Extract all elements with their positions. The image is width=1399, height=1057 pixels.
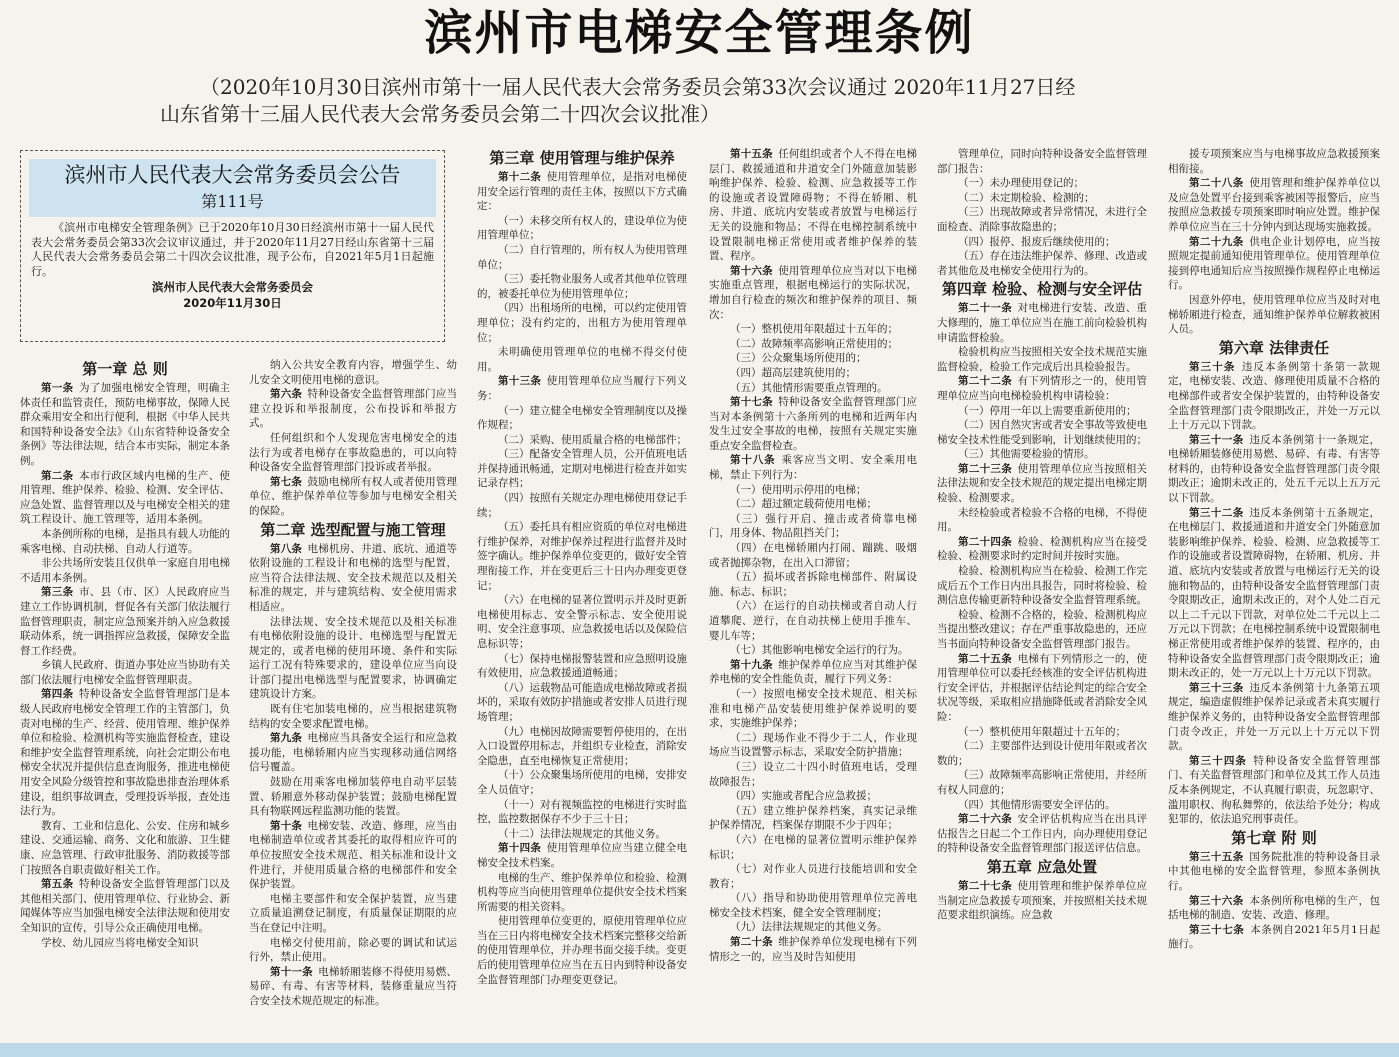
article-paragraph xyxy=(20,658,230,687)
article-text: 鼓励电梯所有权人或者使用管理单位、维护保养单位等参加与电梯安全相关的保险。 xyxy=(249,475,457,517)
article-paragraph xyxy=(709,920,917,935)
footer-band xyxy=(0,1043,1399,1057)
article-text: （八）运载物品可能造成电梯故障或者损坏的，采取有效防护措施或者安排人员进行现场管理； xyxy=(477,681,687,723)
announcement-box xyxy=(20,150,445,342)
article-number: 第三十条 xyxy=(1189,360,1236,373)
article-paragraph xyxy=(709,804,917,833)
article-paragraph xyxy=(477,214,687,243)
article-text: （一）建立健全电梯安全管理制度以及操作规程； xyxy=(477,404,687,432)
article-text: 有下列情形之一的，使用管理单位应当向电梯检验机构申请检验： xyxy=(937,375,1147,402)
chapter-heading: 第六章 法律责任 xyxy=(1218,338,1330,357)
article-paragraph xyxy=(477,491,687,520)
article-paragraph xyxy=(709,862,917,891)
article-paragraph xyxy=(709,264,917,322)
article-paragraph xyxy=(709,935,917,964)
article-paragraph xyxy=(249,775,457,819)
article-paragraph xyxy=(937,652,1147,725)
article-text: 使用管理单位应当按照相关法律法规和安全技术规范的规定提出电梯定期检验、检测要求。 xyxy=(937,462,1147,505)
article-number: 第五条 xyxy=(41,878,74,891)
article-text: 特种设备安全监督管理部门、有关监督管理部门和单位及其工作人员违反本条例规定，不认真履行职责，玩忽职守、滥用职权、徇私舞弊的，依法给予处分；构成犯罪的，依法追究刑事责任。 xyxy=(1168,754,1380,826)
article-text: （五）委托具有相应资质的单位对电梯进行维护保养，对维护保养过程进行监督并及时签字确认。维护保养单位变更的，做好安全管理衔接工作，并在变更后三十日内办理变更登记； xyxy=(477,521,687,592)
article-paragraph xyxy=(937,725,1147,740)
article-number: 第三十一条 xyxy=(1189,433,1244,446)
chapter-heading: 第七章 附 则 xyxy=(1231,828,1317,847)
article-text: （五）其他情形需要重点管理的。 xyxy=(730,381,888,394)
article-text: 特种设备安全监督管理部门是本级人民政府电梯安全管理工作的主管部门，负责对电梯的生产、经营、使用管理、维护保养单位和检验、检测机构等实施监督检查，建设和维护安全监督管理系统，向社会定期公布电梯安全状况并提供信息查询服务，推进电梯使用安全风险分级管控和事故隐患排查治理体系建设，组织事故调查，受理投诉举报，查处违法行为。 xyxy=(20,688,230,818)
article-paragraph xyxy=(709,731,917,760)
article-text: 乘客应当文明、安全乘用电梯，禁止下列行为： xyxy=(709,454,917,482)
article-paragraph xyxy=(1168,681,1380,754)
chapter-heading: 第五章 应急处置 xyxy=(986,857,1098,876)
article-paragraph xyxy=(477,725,687,769)
article-paragraph xyxy=(249,615,457,703)
article-paragraph xyxy=(20,936,230,951)
article-text: 电梯安装、改造、修理，应当由电梯制造单位或者其委托的取得相应许可的单位按照安全技术规范、相关标准和设计文件进行，并使用质量合格的电梯部件和安全保护装置。 xyxy=(249,819,457,891)
article-number: 第八条 xyxy=(270,542,303,555)
article-text: （一）整机使用年限超过十五年的； xyxy=(958,725,1126,738)
article-number: 第七条 xyxy=(270,475,303,488)
article-paragraph xyxy=(1168,293,1380,337)
article-text: （三）设立二十四小时值班电话，受理故障报告； xyxy=(709,760,917,788)
article-paragraph xyxy=(1168,433,1380,506)
article-text: （五）存在违法维护保养、修理、改造或者其他危及电梯安全使用行为的。 xyxy=(937,250,1147,277)
article-text: （四）在电梯轿厢内打闹、蹦跳、吸烟或者抛掷杂物，在出入口滞留； xyxy=(709,542,917,569)
article-paragraph xyxy=(709,322,917,337)
article-paragraph xyxy=(249,431,457,475)
article-paragraph xyxy=(937,147,1147,176)
article-text: （一）未移交所有权人的，建设单位为使用管理单位； xyxy=(477,214,687,242)
article-paragraph xyxy=(477,374,687,403)
announcement-header xyxy=(29,159,436,217)
article-text: （一）使用明示停用的电梯； xyxy=(730,483,867,496)
article-number: 第二十七条 xyxy=(958,879,1013,892)
article-paragraph xyxy=(20,585,230,658)
article-paragraph xyxy=(249,965,457,1009)
article-text: 鼓励在用乘客电梯加装停电自动平层装置、轿厢意外移动保护装置；鼓励电梯配置具有物联网远程监测功能的装置。 xyxy=(249,776,457,818)
article-paragraph xyxy=(249,475,457,519)
article-paragraph xyxy=(709,337,917,352)
article-paragraph xyxy=(937,812,1147,856)
article-number: 第二十九条 xyxy=(1189,235,1244,248)
article-paragraph xyxy=(937,191,1147,206)
article-number: 第二条 xyxy=(41,469,74,482)
article-text: 违反本条例第十一条规定，电梯轿厢装修使用易燃、易碎、有毒、有害等材料的，由特种设备安全监督管理部门责令限期改正；逾期未改正的，处五千元以上五万元以下罚款。 xyxy=(1168,433,1380,505)
article-text: 违反本条例第十五条规定，在电梯层门、救援通道和井道安全门外随意加装影响维护保养、检验、检测、应急救援等工作的设施或者设置障碍物，在轿厢、机房、井道、底坑内安装或者放置与电梯运行无关的设施和物品的，由特种设备安全监督管理部门责令限期改正，逾期未改正的，对个人处二百元以上二千元以下罚款，对单位处二千元以上二万元以下罚款；在电梯控制系统中设置限制电梯正常使用或者维护保养的装置、程序的，由特种设备安全监督管理部门责令限期改正；逾期未改正的，处一万元以上十万元以下罚款。 xyxy=(1168,506,1380,680)
article-text: 为了加强电梯安全管理，明确主体责任和监管责任，预防电梯事故，保障人民群众乘用安全和出行便利，根据《中华人民共和国特种设备安全法》《山东省特种设备安全条例》等法律法规，结合本市实际，制定本条例。 xyxy=(20,382,230,467)
article-paragraph xyxy=(249,702,457,731)
article-number: 第十二条 xyxy=(498,171,542,183)
article-text: 使用管理单位变更的，原使用管理单位应当在三日内将电梯安全技术档案完整移交给新的使用管理单位，并办理书面交接手续。变更后的使用管理单位应当在五日内到特种设备安全监督管理部门办理变更登记。 xyxy=(477,915,687,986)
article-paragraph xyxy=(937,404,1147,419)
article-text: （十一）对有视频监控的电梯进行实时监控，监控数据保存不少于三十日； xyxy=(477,798,687,826)
article-text: （五）建立维护保养档案，真实记录维护保养情况，档案保存期限不少于四年； xyxy=(709,804,917,832)
article-text: （二）主要部件达到设计使用年限或者次数的； xyxy=(937,740,1147,767)
article-paragraph xyxy=(937,506,1147,535)
article-text: 使用管理单位应当履行下列义务： xyxy=(477,375,687,402)
article-paragraph xyxy=(20,877,230,935)
article-column-2 xyxy=(249,358,457,1040)
article-number: 第三十五条 xyxy=(1189,850,1244,863)
article-text: （一）未办理使用登记的； xyxy=(958,177,1084,190)
article-text: （四）报停、报废后继续使用的； xyxy=(958,235,1116,248)
article-text: 本条例自2021年5月1日起施行。 xyxy=(1168,923,1380,951)
article-paragraph xyxy=(1168,147,1380,176)
article-text: 市、县（市、区）人民政府应当建立工作协调机制，督促各有关部门依法履行监督管理职责，制定应急预案并纳入应急救援联动体系，统一调指挥应急救援，保障安全监督工作经费。 xyxy=(20,586,230,657)
article-paragraph xyxy=(477,768,687,797)
article-paragraph xyxy=(477,243,687,272)
article-paragraph xyxy=(477,447,687,491)
article-paragraph xyxy=(709,351,917,366)
article-text: （三）故障频率高影响正常使用，并经所有权人同意的； xyxy=(937,769,1147,796)
article-text: （九）电梯因故障需要暂停使用的，在出入口设置停用标志，并组织专业检查，消除安全隐患，直至电梯恢复正常使用； xyxy=(477,725,687,767)
subtitle xyxy=(160,74,1260,128)
article-number: 第十九条 xyxy=(730,658,773,671)
article-text: 维护保养单位发现电梯有下列情形之一的，应当及时告知使用 xyxy=(709,936,917,963)
article-paragraph xyxy=(709,366,917,381)
article-paragraph xyxy=(477,301,687,345)
article-paragraph xyxy=(249,819,457,892)
article-text: （二）故障频率高影响正常使用的； xyxy=(730,337,898,350)
article-paragraph xyxy=(937,447,1147,462)
article-paragraph xyxy=(709,658,917,687)
article-text: 特种设备安全监督管理部门应当对本条例第十六条所列的电梯和近两年内发生过安全事故的电梯，按照有关规定实施重点安全监督检查。 xyxy=(709,396,917,452)
article-number: 第九条 xyxy=(270,732,303,745)
article-paragraph xyxy=(1168,360,1380,433)
article-paragraph xyxy=(937,739,1147,768)
article-paragraph xyxy=(1168,506,1380,681)
announcement-body: 《滨州市电梯安全管理条例》已于2020年10月30日经滨州市第十一届人民代表大会常务委员会第33次会议审议通过，并于2020年11月27日经山东省第十三届人民代表大会常务委员会第二十四次会议批准，现予公布，自2021年5月1日起施行。 xyxy=(31,221,434,278)
article-text: （六）在电梯的显著位置明示维护保养标识； xyxy=(709,833,917,861)
article-text: （三）配备安全管理人员，公开值班电话并保持通讯畅通，定期对电梯进行检查并如实记录存档； xyxy=(477,448,687,490)
article-paragraph xyxy=(477,914,687,987)
article-text: 法律法规、安全技术规范以及相关标准有电梯依附设施的设计、电梯选型与配置无规定的，或者电梯的使用环境、条件和实际运行工况有特殊要求的，建设单位应当向设计部门提出电梯选型与配置要求，协调确定建筑设计方案。 xyxy=(249,615,457,701)
article-number: 第十七条 xyxy=(730,396,773,409)
article-text: 电梯主要部件和安全保护装置，应当建立质量追溯登记制度，有质量保证期限的应当在登记中注明。 xyxy=(249,892,457,934)
article-paragraph xyxy=(1168,235,1380,293)
article-paragraph xyxy=(709,381,917,396)
article-paragraph xyxy=(477,681,687,725)
article-text: 使用管理和维护保养单位应当制定应急救援专项预案，并按照相关技术规范要求组织演练。应急救 xyxy=(937,879,1147,922)
article-column-4 xyxy=(709,147,917,1040)
article-number: 第二十条 xyxy=(730,936,773,949)
article-text: （四）超高层建筑使用的； xyxy=(730,366,856,379)
article-paragraph xyxy=(709,833,917,862)
article-text: 检验、检测不合格的，检验、检测机构应当提出整改建议；存在严重事故隐患的，还应当书面向特种设备安全监督管理部门报告。 xyxy=(937,608,1147,650)
article-text: 教育、工业和信息化、公安、住房和城乡建设、交通运输、商务、文化和旅游、卫生健康、应急管理、行政审批服务、消防救援等部门按照各自职责做好相关工作。 xyxy=(20,819,230,876)
article-text: （七）其他影响电梯安全运行的行为。 xyxy=(730,644,909,657)
article-text: （三）其他需要检验的情形。 xyxy=(958,448,1095,461)
article-text: （一）停用一年以上需要重新使用的； xyxy=(958,404,1137,417)
article-text: （二）超过额定载荷使用电梯； xyxy=(730,498,877,511)
article-paragraph xyxy=(937,176,1147,191)
article-paragraph xyxy=(709,643,917,658)
article-text: 维护保养单位应当对其维护保养电梯的安全性能负责，履行下列义务： xyxy=(709,658,917,686)
article-text: 检验机构应当按照相关安全技术规范实施监督检验，检验工作完成后出具检验报告。 xyxy=(937,346,1147,373)
article-paragraph xyxy=(20,687,230,818)
article-paragraph xyxy=(937,879,1147,923)
article-column-6 xyxy=(1168,147,1380,1040)
article-paragraph xyxy=(709,483,917,498)
article-paragraph xyxy=(477,404,687,433)
article-text: （一）按照电梯安全技术规范、相关标准和电梯产品安装使用维护保养说明的要求，实施维护保养； xyxy=(709,687,917,730)
article-number: 第十四条 xyxy=(498,842,542,855)
article-paragraph xyxy=(249,936,457,965)
article-text: 违反本条例第十九条第五项规定，编造虚假维护保养记录或者未真实履行维护保养义务的，由特种设备安全监督管理部门责令改正，并处一万元以上十万元以下罚款。 xyxy=(1168,681,1380,753)
article-text: （十）公众聚集场所使用的电梯，安排安全人员值守； xyxy=(477,769,687,796)
article-paragraph xyxy=(937,249,1147,278)
announcement-signer: 滨州市人民代表大会常务委员会 xyxy=(152,280,313,294)
article-text: （二）自行管理的，所有权人为使用管理单位； xyxy=(477,243,687,271)
article-text: 电梯的生产、维护保养单位和检验、检测机构等应当向使用管理单位提供安全技术档案所需要的相关资料。 xyxy=(477,871,687,913)
article-number: 第二十一条 xyxy=(958,302,1013,315)
page-title: 滨州市电梯安全管理条例 xyxy=(424,5,975,61)
article-paragraph xyxy=(709,570,917,599)
article-number: 第二十四条 xyxy=(958,535,1013,548)
article-paragraph xyxy=(937,345,1147,374)
article-number: 第四条 xyxy=(41,688,74,701)
article-text: 使用管理单位，是指对电梯使用安全运行管理的责任主体，按照以下方式确定： xyxy=(477,171,687,213)
article-number: 第三十三条 xyxy=(1189,681,1244,694)
article-text: 援专项预案应当与电梯事故应急救援预案相衔接。 xyxy=(1168,148,1380,175)
article-text: （四）出租场所的电梯，可以约定使用管理单位；没有约定的，出租方为使用管理单位； xyxy=(477,302,687,344)
article-text: （三）强行开启、撞击或者倚靠电梯门，用身体、物品阻挡关门； xyxy=(709,512,917,540)
article-paragraph xyxy=(1168,923,1380,952)
announcement-number: 第111号 xyxy=(201,192,264,211)
article-paragraph xyxy=(1168,894,1380,923)
article-paragraph xyxy=(937,301,1147,345)
article-text: 电梯应当具备安全运行和应急救援功能，电梯轿厢内应当实现移动通信网络信号覆盖。 xyxy=(249,732,457,774)
chapter-heading: 第二章 选型配置与施工管理 xyxy=(260,520,446,539)
article-paragraph xyxy=(20,819,230,877)
article-column-1 xyxy=(20,358,230,1040)
article-text: 检验、检测机构应当在接受检验、检测要求时约定时间并按时实施。 xyxy=(937,535,1147,563)
article-number: 第十三条 xyxy=(498,375,542,388)
article-text: （二）现场作业不得少于二人，作业现场应当设置警示标志，采取安全防护措施； xyxy=(709,731,917,759)
article-text: 既有住宅加装电梯的，应当根据建筑物结构的安全要求配置电梯。 xyxy=(249,703,457,730)
article-text: 未经检验或者检验不合格的电梯，不得使用。 xyxy=(937,506,1147,534)
article-text: 国务院批准的特种设备目录中其他电梯的安全监督管理，参照本条例执行。 xyxy=(1168,850,1380,892)
article-paragraph xyxy=(249,387,457,431)
article-paragraph xyxy=(709,789,917,804)
article-paragraph xyxy=(709,147,917,264)
article-number: 第三十七条 xyxy=(1189,923,1245,936)
announcement-heading: 滨州市人民代表大会常务委员会公告 xyxy=(64,163,401,187)
article-paragraph xyxy=(937,798,1147,813)
article-paragraph xyxy=(477,170,687,214)
article-text: 因意外停电，使用管理单位应当及时对电梯轿厢进行检查，通知维护保养单位解救被困人员。 xyxy=(1168,293,1380,336)
article-text: 未明确使用管理单位的电梯不得交付使用。 xyxy=(477,346,687,373)
article-text: 任何组织或者个人不得在电梯层门、救援通道和井道安全门外随意加装影响维护保养、检验、检测、应急救援等工作的设施或者设置障碍物；不得在轿厢、机房、井道、底坑内安装或者放置与电梯运行无关的设施和物品；不得在电梯控制系统中设置限制电梯正常使用或者维护保养的装置、程序。 xyxy=(709,148,917,263)
chapter-heading: 第三章 使用管理与维护保养 xyxy=(489,149,675,167)
chapter-heading: 第一章 总 则 xyxy=(82,360,168,378)
article-paragraph xyxy=(709,512,917,541)
article-paragraph xyxy=(937,374,1147,403)
article-number: 第十一条 xyxy=(270,965,313,978)
article-text: 管理单位，同时向特种设备安全监督管理部门报告： xyxy=(937,148,1147,175)
chapter-heading: 第四章 检验、检测与安全评估 xyxy=(941,280,1143,299)
article-number: 第十八条 xyxy=(730,454,776,467)
article-text: 学校、幼儿园应当将电梯安全知识 xyxy=(41,936,199,949)
article-number: 第二十五条 xyxy=(958,652,1013,665)
article-paragraph xyxy=(937,462,1147,506)
article-number: 第三十四条 xyxy=(1189,754,1248,767)
article-paragraph xyxy=(709,599,917,643)
article-paragraph xyxy=(937,564,1147,608)
article-paragraph xyxy=(249,731,457,775)
article-text: （三）公众聚集场所使用的； xyxy=(730,352,867,365)
article-number: 第二十八条 xyxy=(1189,177,1244,190)
article-number: 第二十三条 xyxy=(958,462,1013,475)
article-number: 第二十二条 xyxy=(958,375,1013,388)
article-paragraph xyxy=(477,827,687,842)
article-text: 特种设备安全监督管理部门应当建立投诉和举报制度，公布投诉和举报方式。 xyxy=(249,388,457,430)
article-paragraph xyxy=(477,871,687,915)
article-number: 第一条 xyxy=(41,382,74,394)
article-text: 本条例所称电梯的生产，包括电梯的制造、安装、改造、修理。 xyxy=(1168,894,1380,922)
article-paragraph xyxy=(709,760,917,789)
article-number: 第三条 xyxy=(41,586,74,599)
article-text: 使用管理单位应当对以下电梯实施重点管理，根据电梯运行的实际状况，增加自行检查的频次和维护保养的项目、频次： xyxy=(709,264,917,321)
article-text: （八）指导和协助使用管理单位完善电梯安全技术档案，健全安全管理制度； xyxy=(709,892,917,919)
article-paragraph xyxy=(709,891,917,920)
article-paragraph xyxy=(477,433,687,448)
article-text: （四）按照有关规定办理电梯使用登记手续； xyxy=(477,492,687,519)
article-paragraph xyxy=(1168,176,1380,234)
article-paragraph xyxy=(709,687,917,731)
article-paragraph xyxy=(249,358,457,387)
article-text: （五）损坏或者拆除电梯部件、附属设施、标志、标识； xyxy=(709,571,917,598)
article-paragraph xyxy=(709,497,917,512)
article-text: （二）未定期检验、检测的； xyxy=(958,191,1095,204)
article-text: （七）对作业人员进行技能培训和安全教育； xyxy=(709,863,917,890)
article-text: 对电梯进行安装、改造、重大修理的，施工单位应当在施工前向检验机构申请监督检验。 xyxy=(937,302,1147,344)
article-paragraph xyxy=(20,469,230,527)
article-paragraph xyxy=(1168,850,1380,894)
article-text: 电梯有下列情形之一的，使用管理单位可以委托经核准的安全评估机构进行安全评估，并根据评估结论判定的综合安全状况等级，采取相应措施降低或者消除安全风险： xyxy=(937,652,1147,723)
article-text: （三）委托物业服务人或者其他单位管理的，被委托单位为使用管理单位； xyxy=(477,273,687,300)
subtitle-line-2: 山东省第十三届人民代表大会常务委员会第二十四次会议批准） xyxy=(160,102,720,126)
article-paragraph xyxy=(709,453,917,482)
article-text: 违反本条例第十条第一款规定，电梯安装、改造、修理使用质量不合格的电梯部件或者安全保护装置的，由特种设备安全监督管理部门责令限期改正，并处一万元以上十万元以下罚款。 xyxy=(1168,360,1380,432)
article-text: 电梯机房、井道、底坑、通道等依附设施的工程设计和电梯的选型与配置，应当符合法律法规、安全技术规范以及相关标准的规定，并与建筑结构、安全使用需求相适应。 xyxy=(249,542,457,613)
article-number: 第十五条 xyxy=(730,148,773,160)
article-text: （四）其他情形需要安全评估的。 xyxy=(958,798,1116,811)
article-text: （十二）法律法规规定的其他义务。 xyxy=(498,827,666,840)
article-text: 检验、检测机构应当在检验、检测工作完成后五个工作日内出具报告，同时将检验、检测信息传输更新特种设备安全监督管理系统。 xyxy=(937,565,1147,607)
article-paragraph xyxy=(477,652,687,681)
article-paragraph xyxy=(709,395,917,453)
article-text: 供电企业计划停电，应当按照规定提前通知使用管理单位。使用管理单位接到停电通知后应当按照操作规程停止电梯运行。 xyxy=(1168,235,1380,292)
announcement-date: 2020年11月30日 xyxy=(183,296,282,310)
article-text: 任何组织和个人发现危害电梯安全的违法行为或者电梯存在事故隐患的，可以向特种设备安全监督管理部门投诉或者举报。 xyxy=(249,431,457,474)
article-paragraph xyxy=(937,235,1147,250)
article-text: （九）法律法规规定的其他义务。 xyxy=(730,921,888,934)
article-text: 乡镇人民政府、街道办事处应当协助有关部门依法履行电梯安全监督管理职责。 xyxy=(20,659,230,686)
article-text: 纳入公共安全教育内容，增强学生、幼儿安全文明使用电梯的意识。 xyxy=(249,359,457,386)
article-number: 第六条 xyxy=(270,388,303,401)
article-text: （二）采购、使用质量合格的电梯部件； xyxy=(498,433,687,446)
article-paragraph xyxy=(477,593,687,651)
article-text: 使用管理和维护保养单位以及应急处置平台接到乘客被困等报警后，应当按照应急救援专项预案即时响应处置。维护保养单位应当在三十分钟内到达现场实施救援。 xyxy=(1168,177,1380,233)
article-paragraph xyxy=(937,418,1147,447)
article-paragraph xyxy=(937,768,1147,797)
article-text: （六）在运行的自动扶梯或者自动人行道攀爬、逆行，在自动扶梯上使用手推车、婴儿车等； xyxy=(709,600,917,642)
article-number: 第二十六条 xyxy=(958,813,1013,826)
article-paragraph xyxy=(20,556,230,585)
article-paragraph xyxy=(477,798,687,827)
article-paragraph xyxy=(20,381,230,469)
article-number: 第十条 xyxy=(270,819,303,832)
article-text: 安全评估机构应当在出具评估报告之日起二个工作日内，向办理使用登记的特种设备安全监督管理部门报送评估信息。 xyxy=(937,813,1147,855)
article-text: 本条例所称的电梯，是指具有载人功能的乘客电梯、自动扶梯、自动人行道等。 xyxy=(20,527,230,555)
article-number: 第三十六条 xyxy=(1189,894,1244,907)
article-paragraph xyxy=(709,541,917,570)
article-number: 第三十二条 xyxy=(1189,506,1244,519)
article-paragraph xyxy=(477,520,687,593)
article-paragraph xyxy=(477,345,687,374)
article-text: （六）在电梯的显著位置明示并及时更新电梯使用标志、安全警示标志、安全使用说明、安全注意事项、应急救援电话以及保险信息标识等； xyxy=(477,594,687,650)
article-paragraph xyxy=(937,535,1147,564)
article-paragraph xyxy=(477,272,687,301)
article-text: （七）保持电梯报警装置和应急照明设施有效使用，应急救援通道畅通； xyxy=(477,652,687,680)
subtitle-line-1: （2020年10月30日滨州市第十一届人民代表大会常务委员会第33次会议通过 2020年11月27日经 xyxy=(200,75,1076,99)
article-column-5 xyxy=(937,147,1147,1040)
article-text: （四）实施或者配合应急救援； xyxy=(730,790,877,803)
article-text: 本市行政区域内电梯的生产、使用管理、维护保养、检验、检测、安全评估、应急处置、监督管理以及与电梯安全相关的建筑工程设计、施工管理等，适用本条例。 xyxy=(20,469,230,526)
article-paragraph xyxy=(249,892,457,936)
article-paragraph xyxy=(937,608,1147,652)
article-text: 电梯轿厢装修不得使用易燃、易碎、有毒、有害等材料，装修重量应当符合安全技术规范规定的标准。 xyxy=(249,965,457,1007)
article-paragraph xyxy=(1168,754,1380,827)
article-text: 非公共场所安装且仅供单一家庭自用电梯不适用本条例。 xyxy=(20,557,230,584)
article-column-3 xyxy=(477,147,687,1040)
article-paragraph xyxy=(249,542,457,615)
article-paragraph xyxy=(937,205,1147,234)
article-text: 电梯交付使用前，除必要的调试和试运行外，禁止使用。 xyxy=(249,936,457,964)
article-paragraph xyxy=(20,527,230,556)
article-text: （二）因自然灾害或者安全事故等致使电梯安全技术性能受到影响，计划继续使用的； xyxy=(937,419,1147,446)
article-text: （三）出现故障或者异常情况，未进行全面检查、消除事故隐患的； xyxy=(937,206,1147,233)
article-paragraph xyxy=(477,841,687,870)
article-number: 第十六条 xyxy=(730,264,773,277)
article-text: 特种设备安全监督管理部门以及其他相关部门、使用管理单位、行业协会、新闻媒体等应当加强电梯安全法律法规和使用安全知识的宣传，引导公众正确使用电梯。 xyxy=(20,878,230,934)
article-text: 使用管理单位应当建立健全电梯安全技术档案。 xyxy=(477,842,687,869)
article-text: （一）整机使用年限超过十五年的； xyxy=(730,323,898,336)
